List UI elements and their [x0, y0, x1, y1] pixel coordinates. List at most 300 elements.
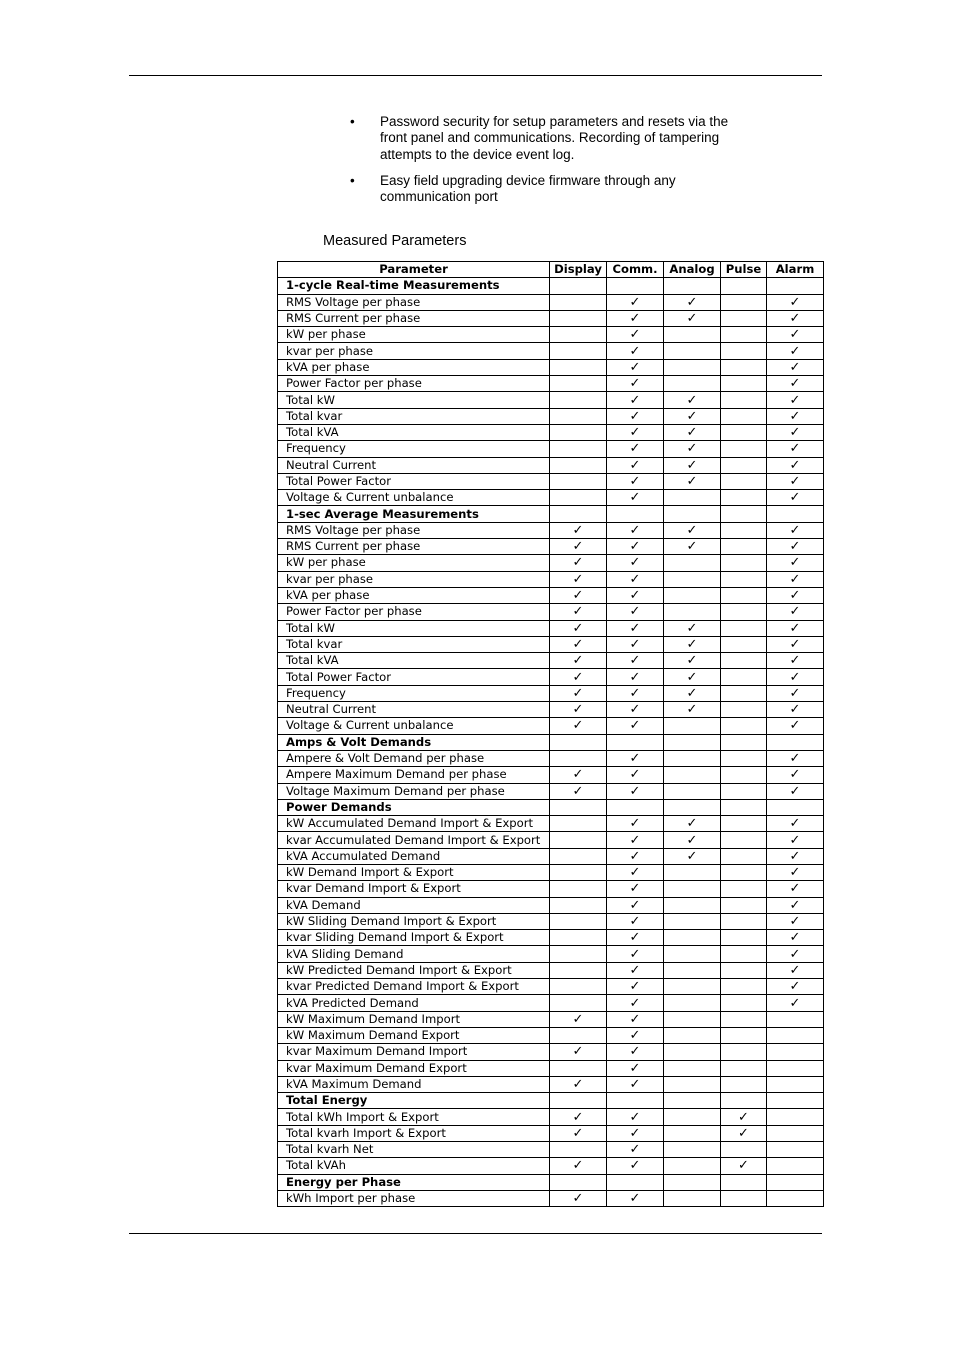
group-heading-cell: 1-sec Average Measurements	[278, 506, 550, 522]
analog-cell	[664, 343, 721, 359]
parameter-name-cell: kWh Import per phase	[278, 1190, 550, 1206]
display-cell	[550, 669, 607, 685]
parameter-name-cell: kW Accumulated Demand Import & Export	[278, 816, 550, 832]
alarm-cell	[767, 441, 824, 457]
table-row	[278, 930, 824, 946]
parameter-name-cell: Voltage & Current unbalance	[278, 718, 550, 734]
checkmark-icon: ✓	[789, 995, 801, 1011]
alarm-cell	[767, 636, 824, 652]
parameter-name-cell: kvar Demand Import & Export	[278, 881, 550, 897]
comm-cell	[607, 767, 664, 783]
analog-cell	[664, 848, 721, 864]
alarm-cell	[767, 881, 824, 897]
table-row	[278, 750, 824, 766]
table-row	[278, 832, 824, 848]
parameter-name-cell: Frequency	[278, 685, 550, 701]
pulse-cell	[721, 392, 767, 408]
checkmark-icon: ✓	[629, 1191, 641, 1207]
group-heading-cell: 1-cycle Real-time Measurements	[278, 278, 550, 294]
display-cell	[550, 979, 607, 995]
pulse-cell	[721, 587, 767, 603]
checkmark-icon: ✓	[789, 979, 801, 995]
pulse-cell	[721, 278, 767, 294]
parameter-name-cell: Power Factor per phase	[278, 376, 550, 392]
checkmark-icon: ✓	[789, 669, 801, 685]
checkmark-icon: ✓	[629, 783, 641, 799]
checkmark-icon: ✓	[572, 783, 584, 799]
comm-cell	[607, 1142, 664, 1158]
table-row	[278, 653, 824, 669]
display-cell	[550, 653, 607, 669]
parameter-name-cell: Total kW	[278, 392, 550, 408]
table-row	[278, 392, 824, 408]
pulse-cell	[721, 408, 767, 424]
analog-cell	[664, 473, 721, 489]
analog-cell	[664, 539, 721, 555]
checkmark-icon: ✓	[789, 783, 801, 799]
checkmark-icon: ✓	[629, 425, 641, 441]
parameter-name-cell: kVA Demand	[278, 897, 550, 913]
column-header-display: Display	[550, 262, 607, 278]
parameter-name-cell: Voltage & Current unbalance	[278, 490, 550, 506]
display-cell	[550, 1076, 607, 1092]
alarm-cell	[767, 506, 824, 522]
parameter-name-cell: Total kvarh Net	[278, 1142, 550, 1158]
comm-cell	[607, 1011, 664, 1027]
comm-cell	[607, 832, 664, 848]
checkmark-icon: ✓	[572, 1191, 584, 1207]
checkmark-icon: ✓	[629, 474, 641, 489]
checkmark-icon: ✓	[686, 832, 698, 848]
comm-cell	[607, 278, 664, 294]
analog-cell	[664, 327, 721, 343]
comm-cell	[607, 392, 664, 408]
checkmark-icon: ✓	[629, 311, 641, 327]
table-row	[278, 1158, 824, 1174]
section-title: Measured Parameters	[323, 233, 467, 249]
pulse-cell	[721, 995, 767, 1011]
alarm-cell	[767, 653, 824, 669]
parameter-name-cell: kVA Predicted Demand	[278, 995, 550, 1011]
analog-cell	[664, 636, 721, 652]
checkmark-icon: ✓	[789, 832, 801, 848]
checkmark-icon: ✓	[686, 636, 698, 652]
pulse-cell	[721, 310, 767, 326]
table-row	[278, 636, 824, 652]
display-cell	[550, 1174, 607, 1190]
alarm-cell	[767, 864, 824, 880]
pulse-cell	[721, 457, 767, 473]
pulse-cell	[721, 1027, 767, 1043]
alarm-cell	[767, 734, 824, 750]
checkmark-icon: ✓	[738, 1158, 749, 1174]
analog-cell	[664, 1093, 721, 1109]
checkmark-icon: ✓	[629, 865, 641, 881]
comm-cell	[607, 294, 664, 310]
analog-cell	[664, 653, 721, 669]
pulse-cell	[721, 767, 767, 783]
table-row	[278, 685, 824, 701]
table-row	[278, 587, 824, 603]
table-group-row	[278, 734, 824, 750]
table-row	[278, 1011, 824, 1027]
checkmark-icon: ✓	[572, 767, 584, 783]
display-cell	[550, 1142, 607, 1158]
table-row	[278, 571, 824, 587]
comm-cell	[607, 1125, 664, 1141]
pulse-cell	[721, 718, 767, 734]
display-cell	[550, 962, 607, 978]
comm-cell	[607, 1109, 664, 1125]
alarm-cell	[767, 962, 824, 978]
display-cell	[550, 604, 607, 620]
bullet-item	[346, 114, 736, 163]
comm-cell	[607, 750, 664, 766]
display-cell	[550, 1060, 607, 1076]
pulse-cell	[721, 685, 767, 701]
checkmark-icon: ✓	[629, 1142, 641, 1158]
comm-cell	[607, 571, 664, 587]
analog-cell	[664, 1125, 721, 1141]
display-cell	[550, 718, 607, 734]
checkmark-icon: ✓	[789, 620, 801, 636]
alarm-cell	[767, 946, 824, 962]
checkmark-icon: ✓	[789, 702, 801, 718]
checkmark-icon: ✓	[629, 408, 641, 424]
analog-cell	[664, 767, 721, 783]
checkmark-icon: ✓	[789, 653, 801, 669]
alarm-cell	[767, 343, 824, 359]
pulse-cell	[721, 1011, 767, 1027]
comm-cell	[607, 604, 664, 620]
feature-bullet-list	[346, 114, 736, 215]
display-cell	[550, 702, 607, 718]
analog-cell	[664, 1076, 721, 1092]
comm-cell	[607, 376, 664, 392]
checkmark-icon: ✓	[572, 1158, 584, 1174]
alarm-cell	[767, 832, 824, 848]
display-cell	[550, 799, 607, 815]
analog-cell	[664, 392, 721, 408]
alarm-cell	[767, 1142, 824, 1158]
pulse-cell	[721, 864, 767, 880]
comm-cell	[607, 702, 664, 718]
checkmark-icon: ✓	[789, 457, 801, 473]
parameter-name-cell: Total kVA	[278, 424, 550, 440]
group-heading-cell: Energy per Phase	[278, 1174, 550, 1190]
analog-cell	[664, 555, 721, 571]
pulse-cell	[721, 669, 767, 685]
display-cell	[550, 278, 607, 294]
parameter-name-cell: Total kvar	[278, 636, 550, 652]
header-rule	[129, 75, 822, 76]
pulse-cell	[721, 930, 767, 946]
comm-cell	[607, 946, 664, 962]
column-header-alarm: Alarm	[767, 262, 824, 278]
display-cell	[550, 734, 607, 750]
parameter-name-cell: Total kVAh	[278, 1158, 550, 1174]
table-row	[278, 864, 824, 880]
alarm-cell	[767, 604, 824, 620]
alarm-cell	[767, 571, 824, 587]
alarm-cell	[767, 1109, 824, 1125]
display-cell	[550, 913, 607, 929]
parameter-name-cell: Total Power Factor	[278, 669, 550, 685]
parameter-name-cell: kVA Accumulated Demand	[278, 848, 550, 864]
comm-cell	[607, 473, 664, 489]
pulse-cell	[721, 832, 767, 848]
alarm-cell	[767, 327, 824, 343]
checkmark-icon: ✓	[789, 425, 801, 441]
checkmark-icon: ✓	[572, 685, 584, 701]
checkmark-icon: ✓	[629, 588, 641, 604]
analog-cell	[664, 620, 721, 636]
checkmark-icon: ✓	[572, 669, 584, 685]
display-cell	[550, 783, 607, 799]
table-row	[278, 376, 824, 392]
comm-cell	[607, 343, 664, 359]
table-row	[278, 457, 824, 473]
checkmark-icon: ✓	[789, 359, 801, 375]
alarm-cell	[767, 1060, 824, 1076]
analog-cell	[664, 522, 721, 538]
pulse-cell	[721, 1142, 767, 1158]
analog-cell	[664, 669, 721, 685]
analog-cell	[664, 783, 721, 799]
checkmark-icon: ✓	[789, 311, 801, 327]
checkmark-icon: ✓	[629, 1011, 641, 1027]
checkmark-icon: ✓	[789, 930, 801, 946]
pulse-cell	[721, 359, 767, 375]
checkmark-icon: ✓	[629, 930, 641, 946]
analog-cell	[664, 832, 721, 848]
analog-cell	[664, 506, 721, 522]
comm-cell	[607, 1060, 664, 1076]
checkmark-icon: ✓	[629, 392, 641, 408]
table-row	[278, 1142, 824, 1158]
checkmark-icon: ✓	[572, 620, 584, 636]
comm-cell	[607, 441, 664, 457]
checkmark-icon: ✓	[629, 1125, 641, 1141]
parameter-name-cell: kVA Maximum Demand	[278, 1076, 550, 1092]
comm-cell	[607, 864, 664, 880]
checkmark-icon: ✓	[686, 685, 698, 701]
comm-cell	[607, 1044, 664, 1060]
display-cell	[550, 816, 607, 832]
analog-cell	[664, 294, 721, 310]
table-row	[278, 816, 824, 832]
parameter-name-cell: kW Predicted Demand Import & Export	[278, 962, 550, 978]
display-cell	[550, 881, 607, 897]
analog-cell	[664, 490, 721, 506]
table-row	[278, 310, 824, 326]
checkmark-icon: ✓	[789, 474, 801, 489]
checkmark-icon: ✓	[629, 962, 641, 978]
table-row	[278, 1125, 824, 1141]
checkmark-icon: ✓	[572, 1076, 584, 1092]
alarm-cell	[767, 816, 824, 832]
analog-cell	[664, 457, 721, 473]
analog-cell	[664, 734, 721, 750]
alarm-cell	[767, 359, 824, 375]
alarm-cell	[767, 1044, 824, 1060]
comm-cell	[607, 1076, 664, 1092]
pulse-cell	[721, 1190, 767, 1206]
table-row	[278, 702, 824, 718]
pulse-cell	[721, 750, 767, 766]
alarm-cell	[767, 783, 824, 799]
parameter-name-cell: kvar Maximum Demand Import	[278, 1044, 550, 1060]
checkmark-icon: ✓	[789, 522, 801, 538]
checkmark-icon: ✓	[789, 718, 801, 734]
parameter-name-cell: Neutral Current	[278, 702, 550, 718]
pulse-cell	[721, 1060, 767, 1076]
checkmark-icon: ✓	[686, 702, 698, 718]
analog-cell	[664, 278, 721, 294]
parameter-name-cell: kW per phase	[278, 327, 550, 343]
alarm-cell	[767, 555, 824, 571]
checkmark-icon: ✓	[686, 311, 698, 327]
display-cell	[550, 864, 607, 880]
checkmark-icon: ✓	[686, 816, 698, 832]
checkmark-icon: ✓	[629, 539, 641, 555]
checkmark-icon: ✓	[629, 702, 641, 718]
pulse-cell	[721, 376, 767, 392]
parameter-name-cell: kVA per phase	[278, 359, 550, 375]
pulse-cell	[721, 1158, 767, 1174]
alarm-cell	[767, 979, 824, 995]
comm-cell	[607, 522, 664, 538]
checkmark-icon: ✓	[629, 832, 641, 848]
comm-cell	[607, 685, 664, 701]
pulse-cell	[721, 604, 767, 620]
checkmark-icon: ✓	[789, 881, 801, 897]
table-row	[278, 848, 824, 864]
alarm-cell	[767, 457, 824, 473]
checkmark-icon: ✓	[686, 474, 698, 489]
checkmark-icon: ✓	[572, 1125, 584, 1141]
alarm-cell	[767, 620, 824, 636]
comm-cell	[607, 555, 664, 571]
footer-rule	[129, 1233, 822, 1234]
pulse-cell	[721, 897, 767, 913]
table-row	[278, 1044, 824, 1060]
comm-cell	[607, 913, 664, 929]
comm-cell	[607, 408, 664, 424]
checkmark-icon: ✓	[789, 571, 801, 587]
analog-cell	[664, 962, 721, 978]
display-cell	[550, 946, 607, 962]
table-group-row	[278, 278, 824, 294]
bullet-text: Password security for setup parameters and resets via the front panel and communications. Recording of tampering attempts to the device event log.	[380, 114, 729, 162]
checkmark-icon: ✓	[686, 294, 698, 310]
parameter-name-cell: RMS Voltage per phase	[278, 522, 550, 538]
checkmark-icon: ✓	[629, 848, 641, 864]
alarm-cell	[767, 897, 824, 913]
pulse-cell	[721, 702, 767, 718]
pulse-cell	[721, 620, 767, 636]
comm-cell	[607, 457, 664, 473]
checkmark-icon: ✓	[789, 865, 801, 881]
display-cell	[550, 750, 607, 766]
bullet-item	[346, 173, 736, 206]
pulse-cell	[721, 441, 767, 457]
parameter-name-cell: RMS Voltage per phase	[278, 294, 550, 310]
pulse-cell	[721, 979, 767, 995]
pulse-cell	[721, 1125, 767, 1141]
checkmark-icon: ✓	[686, 408, 698, 424]
checkmark-icon: ✓	[629, 343, 641, 359]
pulse-cell	[721, 783, 767, 799]
alarm-cell	[767, 1125, 824, 1141]
parameter-name-cell: Total kWh Import & Export	[278, 1109, 550, 1125]
analog-cell	[664, 816, 721, 832]
table-row	[278, 294, 824, 310]
pulse-cell	[721, 490, 767, 506]
table-row	[278, 1027, 824, 1043]
table-header-row	[278, 262, 824, 278]
analog-cell	[664, 979, 721, 995]
pulse-cell	[721, 799, 767, 815]
analog-cell	[664, 1060, 721, 1076]
comm-cell	[607, 816, 664, 832]
checkmark-icon: ✓	[789, 376, 801, 392]
alarm-cell	[767, 669, 824, 685]
parameter-name-cell: kW Maximum Demand Export	[278, 1027, 550, 1043]
comm-cell	[607, 962, 664, 978]
comm-cell	[607, 310, 664, 326]
display-cell	[550, 522, 607, 538]
checkmark-icon: ✓	[789, 685, 801, 701]
checkmark-icon: ✓	[629, 946, 641, 962]
display-cell	[550, 1190, 607, 1206]
alarm-cell	[767, 702, 824, 718]
pulse-cell	[721, 848, 767, 864]
analog-cell	[664, 946, 721, 962]
display-cell	[550, 376, 607, 392]
parameter-name-cell: kvar Predicted Demand Import & Export	[278, 979, 550, 995]
comm-cell	[607, 359, 664, 375]
table-row	[278, 995, 824, 1011]
analog-cell	[664, 408, 721, 424]
table-row	[278, 897, 824, 913]
comm-cell	[607, 653, 664, 669]
table-row	[278, 669, 824, 685]
checkmark-icon: ✓	[629, 914, 641, 930]
alarm-cell	[767, 930, 824, 946]
checkmark-icon: ✓	[572, 604, 584, 620]
analog-cell	[664, 310, 721, 326]
analog-cell	[664, 587, 721, 603]
parameter-name-cell: kvar Sliding Demand Import & Export	[278, 930, 550, 946]
table-row	[278, 473, 824, 489]
checkmark-icon: ✓	[789, 408, 801, 424]
checkmark-icon: ✓	[789, 751, 801, 767]
parameter-name-cell: Total kW	[278, 620, 550, 636]
display-cell	[550, 424, 607, 440]
measured-parameters-table	[277, 261, 824, 1207]
pulse-cell	[721, 522, 767, 538]
pulse-cell	[721, 1093, 767, 1109]
alarm-cell	[767, 408, 824, 424]
pulse-cell	[721, 1076, 767, 1092]
parameter-name-cell: kW Demand Import & Export	[278, 864, 550, 880]
display-cell	[550, 620, 607, 636]
analog-cell	[664, 685, 721, 701]
pulse-cell	[721, 571, 767, 587]
checkmark-icon: ✓	[789, 946, 801, 962]
checkmark-icon: ✓	[629, 1158, 641, 1174]
